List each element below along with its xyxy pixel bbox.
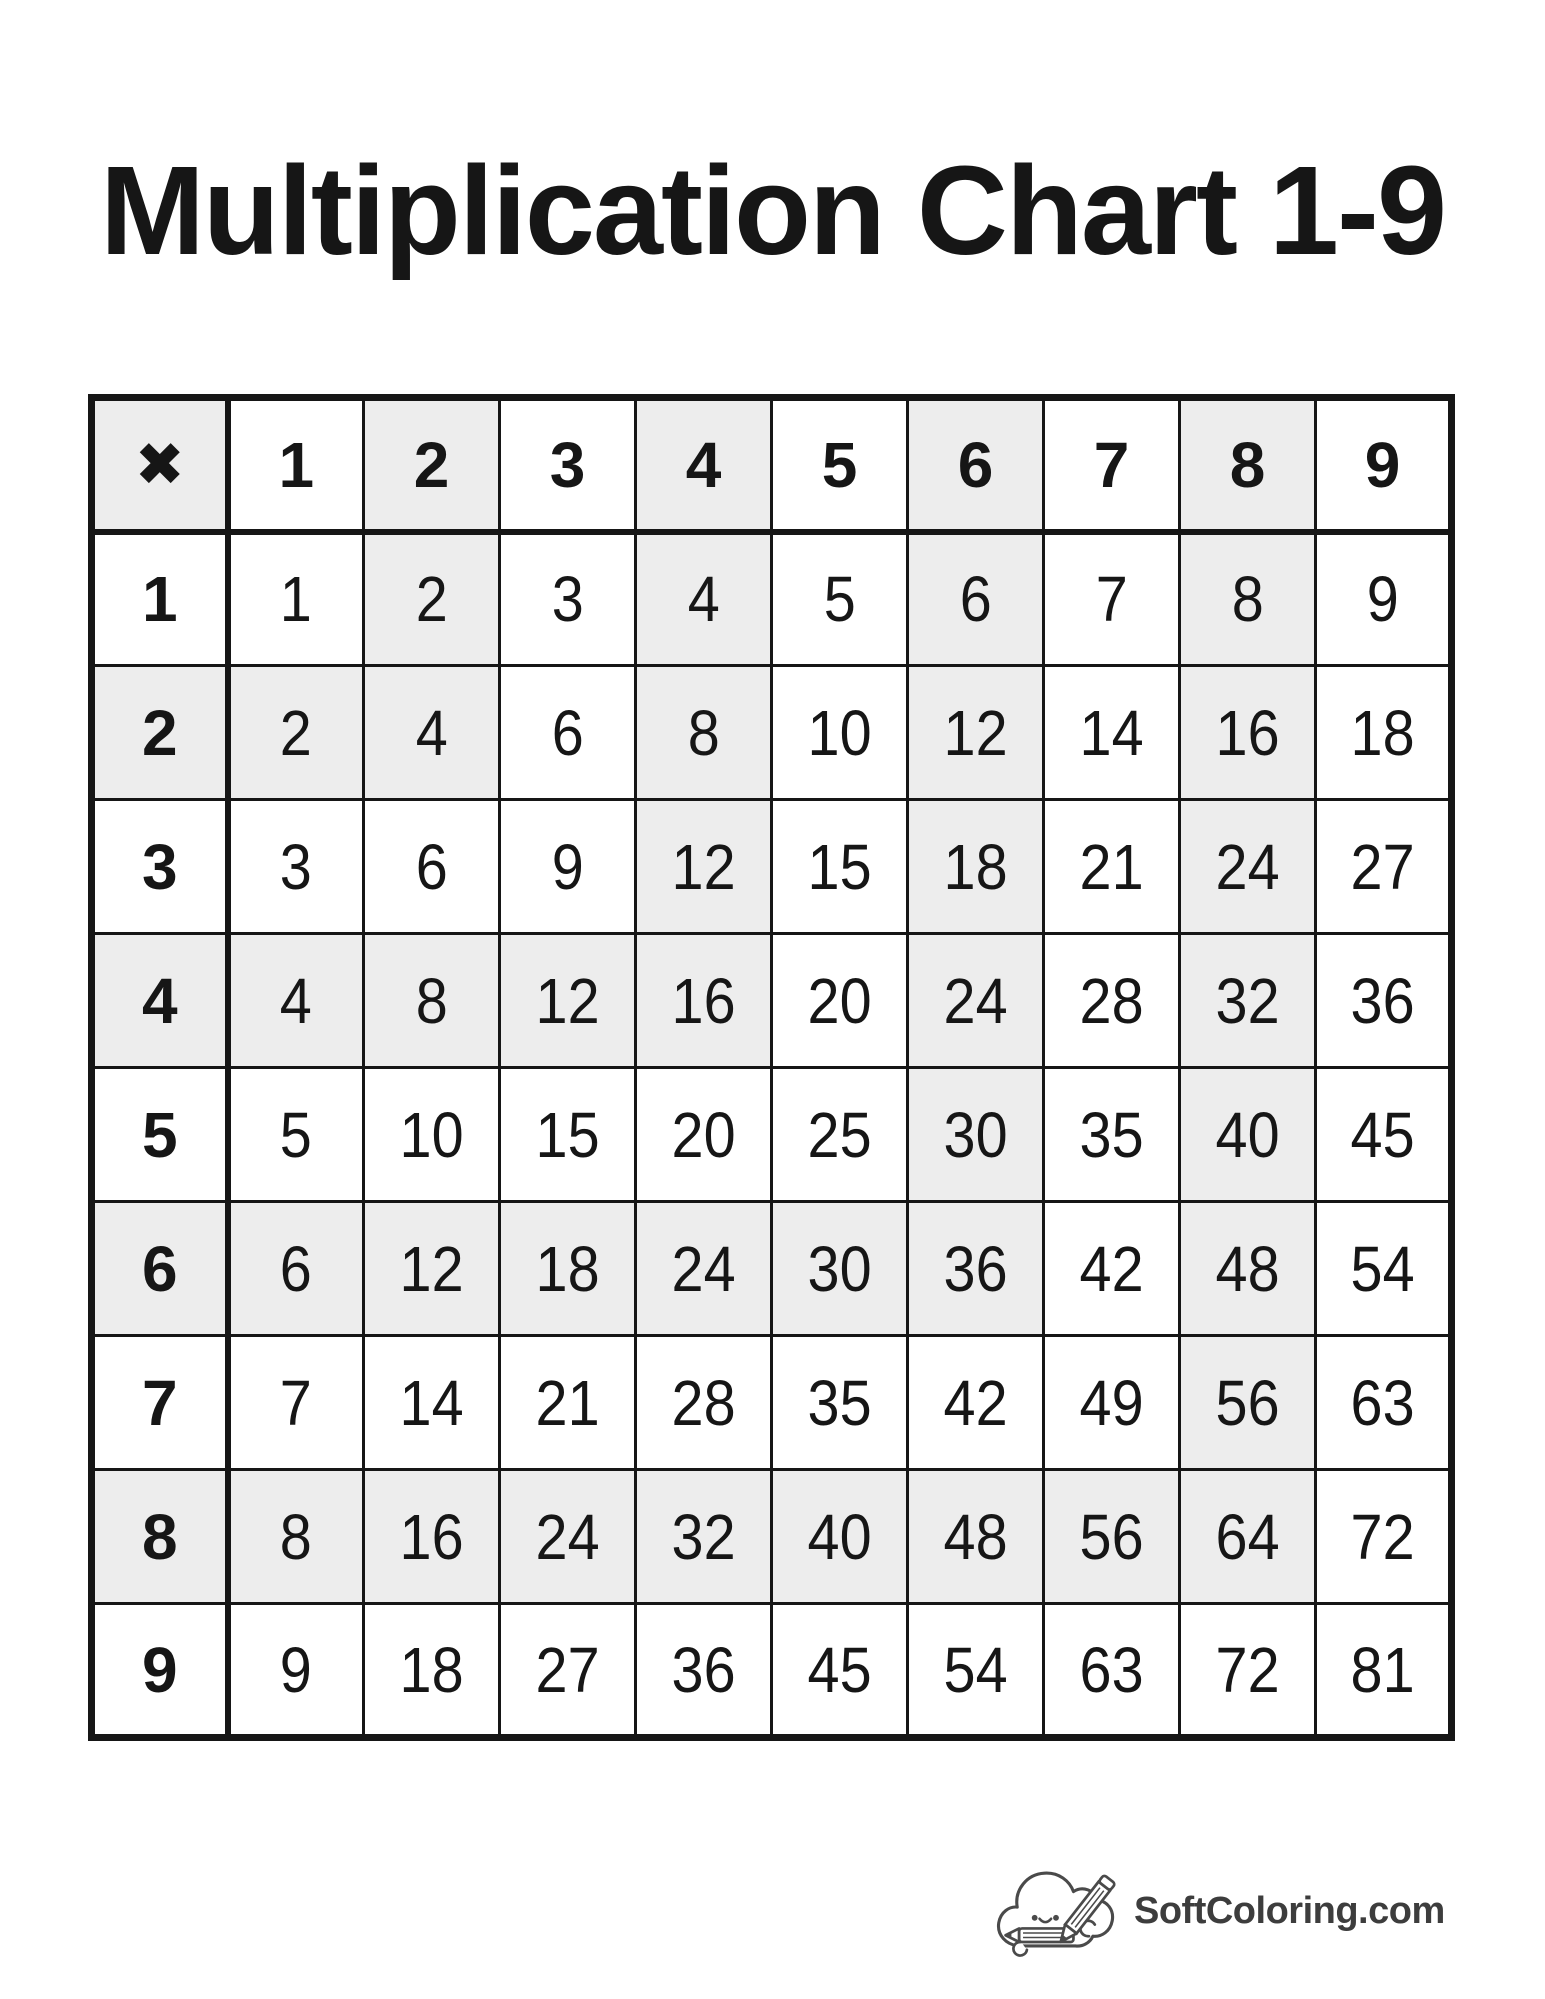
row-header-5 xyxy=(92,1068,228,1202)
cell-9x2 xyxy=(364,1604,500,1738)
col-header-5 xyxy=(772,398,908,532)
cell-value: 48 xyxy=(943,1500,1008,1573)
cell-value: 10 xyxy=(399,1098,464,1171)
cell-value: 14 xyxy=(1079,696,1144,769)
cell-8x5 xyxy=(772,1470,908,1604)
cell-value: 9 xyxy=(1366,563,1399,636)
cell-5x4 xyxy=(636,1068,772,1202)
col-header-8 xyxy=(1180,398,1316,532)
cell-3x9 xyxy=(1316,800,1452,934)
cell-value: 35 xyxy=(1079,1098,1144,1171)
cell-2x7 xyxy=(1044,666,1180,800)
cell-6x7 xyxy=(1044,1202,1180,1336)
cell-value: 24 xyxy=(671,1232,736,1305)
cell-value: 27 xyxy=(1350,830,1415,903)
cell-9x9 xyxy=(1316,1604,1452,1738)
cell-5x2 xyxy=(364,1068,500,1202)
cell-1x3 xyxy=(500,532,636,666)
cell-8x6 xyxy=(908,1470,1044,1604)
cell-3x5 xyxy=(772,800,908,934)
col-header-3 xyxy=(500,398,636,532)
cell-7x8 xyxy=(1180,1336,1316,1470)
cell-6x9 xyxy=(1316,1202,1452,1336)
cell-1x6 xyxy=(908,532,1044,666)
cell-9x8 xyxy=(1180,1604,1316,1738)
cell-value: 32 xyxy=(1215,964,1280,1037)
table-row xyxy=(92,1336,1452,1470)
cell-3x3 xyxy=(500,800,636,934)
cell-4x5 xyxy=(772,934,908,1068)
cell-value: 2 xyxy=(413,428,450,501)
cell-1x5 xyxy=(772,532,908,666)
cell-value: 36 xyxy=(943,1232,1008,1305)
cell-4x2 xyxy=(364,934,500,1068)
row-header-4 xyxy=(92,934,228,1068)
cell-value: 54 xyxy=(1350,1232,1415,1305)
cell-3x1 xyxy=(228,800,364,934)
cell-value: 8 xyxy=(1229,428,1266,501)
cell-2x1 xyxy=(228,666,364,800)
cell-value: 24 xyxy=(943,964,1008,1037)
cell-value: 4 xyxy=(141,964,178,1037)
table-row xyxy=(92,1470,1452,1604)
cell-8x4 xyxy=(636,1470,772,1604)
cell-value: 48 xyxy=(1215,1232,1280,1305)
cell-value: 2 xyxy=(280,696,313,769)
cell-value: 8 xyxy=(415,964,448,1037)
cell-value: 8 xyxy=(1231,563,1264,636)
cell-value: 15 xyxy=(807,830,872,903)
cell-3x2 xyxy=(364,800,500,934)
table-row xyxy=(92,1604,1452,1738)
cell-value: 9 xyxy=(551,830,584,903)
cell-5x3 xyxy=(500,1068,636,1202)
cell-value: 18 xyxy=(535,1232,600,1305)
header-row xyxy=(92,398,1452,532)
page-title: Multiplication Chart 1-9 xyxy=(99,140,1446,281)
cell-3x4 xyxy=(636,800,772,934)
cell-4x6 xyxy=(908,934,1044,1068)
cell-value: 9 xyxy=(1364,428,1401,501)
cell-value: 8 xyxy=(280,1500,313,1573)
cell-value: 6 xyxy=(959,563,992,636)
cell-1x1 xyxy=(228,532,364,666)
brand-name: SoftColoring.com xyxy=(1134,1889,1445,1932)
cell-value: 24 xyxy=(1215,830,1280,903)
cell-6x6 xyxy=(908,1202,1044,1336)
cell-value: 30 xyxy=(807,1232,872,1305)
row-header-7 xyxy=(92,1336,228,1470)
cell-value: 9 xyxy=(141,1633,178,1706)
cell-value: 3 xyxy=(551,563,584,636)
cell-1x8 xyxy=(1180,532,1316,666)
cell-value: 24 xyxy=(535,1500,600,1573)
cell-value: 4 xyxy=(415,696,448,769)
cell-value: 2 xyxy=(415,563,448,636)
cell-3x6 xyxy=(908,800,1044,934)
cell-value: 32 xyxy=(671,1500,736,1573)
cell-value: 40 xyxy=(1215,1098,1280,1171)
cell-value: 1 xyxy=(141,563,178,636)
table-row xyxy=(92,1202,1452,1336)
cell-value: 21 xyxy=(1079,830,1144,903)
col-header-1 xyxy=(228,398,364,532)
cell-value: 54 xyxy=(943,1633,1008,1706)
cell-8x8 xyxy=(1180,1470,1316,1604)
cell-value: 5 xyxy=(823,563,856,636)
cell-value: 16 xyxy=(1215,696,1280,769)
col-header-4 xyxy=(636,398,772,532)
cell-value: 63 xyxy=(1079,1633,1144,1706)
cell-value: 49 xyxy=(1079,1366,1144,1439)
cell-value: 6 xyxy=(141,1232,178,1305)
cell-2x6 xyxy=(908,666,1044,800)
cell-value: 35 xyxy=(807,1366,872,1439)
cell-3x7 xyxy=(1044,800,1180,934)
cell-value: 3 xyxy=(141,830,178,903)
cell-1x7 xyxy=(1044,532,1180,666)
cell-value: 12 xyxy=(943,696,1008,769)
cell-value: 4 xyxy=(687,563,720,636)
cell-value: 8 xyxy=(687,696,720,769)
cell-value: 7 xyxy=(1095,563,1128,636)
cell-2x5 xyxy=(772,666,908,800)
cell-7x6 xyxy=(908,1336,1044,1470)
cell-value: 45 xyxy=(1350,1098,1415,1171)
cell-value: 9 xyxy=(280,1633,313,1706)
cell-9x4 xyxy=(636,1604,772,1738)
cell-1x2 xyxy=(364,532,500,666)
cell-value: 8 xyxy=(141,1500,178,1573)
cell-value: 6 xyxy=(551,696,584,769)
cell-4x1 xyxy=(228,934,364,1068)
cell-value: 30 xyxy=(943,1098,1008,1171)
cell-4x9 xyxy=(1316,934,1452,1068)
cell-value: 18 xyxy=(1350,696,1415,769)
table-row xyxy=(92,800,1452,934)
cell-value: 36 xyxy=(1350,964,1415,1037)
cell-7x7 xyxy=(1044,1336,1180,1470)
cell-value: 4 xyxy=(685,428,722,501)
col-header-6 xyxy=(908,398,1044,532)
cell-value: 3 xyxy=(280,830,313,903)
cell-value: 72 xyxy=(1215,1633,1280,1706)
multiplication-table xyxy=(88,394,1455,1741)
cell-7x1 xyxy=(228,1336,364,1470)
cell-value: 72 xyxy=(1350,1500,1415,1573)
cell-value: 56 xyxy=(1215,1366,1280,1439)
cell-4x8 xyxy=(1180,934,1316,1068)
cell-5x5 xyxy=(772,1068,908,1202)
table-row xyxy=(92,1068,1452,1202)
cell-2x2 xyxy=(364,666,500,800)
cell-5x9 xyxy=(1316,1068,1452,1202)
cloud-pencil-icon xyxy=(992,1856,1120,1966)
cell-value: 18 xyxy=(399,1633,464,1706)
row-header-3 xyxy=(92,800,228,934)
cell-value: 42 xyxy=(1079,1232,1144,1305)
cell-value: 12 xyxy=(535,964,600,1037)
cell-7x9 xyxy=(1316,1336,1452,1470)
row-header-2 xyxy=(92,666,228,800)
cell-7x5 xyxy=(772,1336,908,1470)
cell-2x9 xyxy=(1316,666,1452,800)
cell-5x6 xyxy=(908,1068,1044,1202)
cell-value: 7 xyxy=(141,1366,178,1439)
cell-1x4 xyxy=(636,532,772,666)
cell-value: 27 xyxy=(535,1633,600,1706)
cell-value: 28 xyxy=(671,1366,736,1439)
cell-9x7 xyxy=(1044,1604,1180,1738)
cell-value: 16 xyxy=(671,964,736,1037)
cell-value: 21 xyxy=(535,1366,600,1439)
cell-value: 56 xyxy=(1079,1500,1144,1573)
cell-6x1 xyxy=(228,1202,364,1336)
cell-value: 7 xyxy=(1093,428,1130,501)
cell-value: 5 xyxy=(280,1098,313,1171)
cell-value: 28 xyxy=(1079,964,1144,1037)
cell-7x2 xyxy=(364,1336,500,1470)
cell-value: 5 xyxy=(821,428,858,501)
cell-value: 1 xyxy=(280,563,313,636)
cell-9x1 xyxy=(228,1604,364,1738)
cell-value: ✖ xyxy=(134,429,185,500)
cell-8x9 xyxy=(1316,1470,1452,1604)
cell-value: 42 xyxy=(943,1366,1008,1439)
cell-value: 64 xyxy=(1215,1500,1280,1573)
cell-6x4 xyxy=(636,1202,772,1336)
cell-2x3 xyxy=(500,666,636,800)
cell-value: 6 xyxy=(415,830,448,903)
col-header-7 xyxy=(1044,398,1180,532)
cell-value: 15 xyxy=(535,1098,600,1171)
cell-value: 45 xyxy=(807,1633,872,1706)
table-row xyxy=(92,666,1452,800)
cell-value: 6 xyxy=(280,1232,313,1305)
cell-9x5 xyxy=(772,1604,908,1738)
cell-value: 7 xyxy=(280,1366,313,1439)
cell-value: 3 xyxy=(549,428,586,501)
cell-value: 36 xyxy=(671,1633,736,1706)
cell-value: 2 xyxy=(141,696,178,769)
cell-2x4 xyxy=(636,666,772,800)
cell-6x5 xyxy=(772,1202,908,1336)
cell-4x7 xyxy=(1044,934,1180,1068)
cell-8x3 xyxy=(500,1470,636,1604)
cell-9x6 xyxy=(908,1604,1044,1738)
col-header-2 xyxy=(364,398,500,532)
cell-5x7 xyxy=(1044,1068,1180,1202)
brand-footer xyxy=(992,1856,1445,1966)
cell-value: 10 xyxy=(807,696,872,769)
cell-value: 5 xyxy=(141,1098,178,1171)
cell-1x9 xyxy=(1316,532,1452,666)
cell-5x8 xyxy=(1180,1068,1316,1202)
cell-value: 20 xyxy=(671,1098,736,1171)
cell-value: 25 xyxy=(807,1098,872,1171)
cell-8x1 xyxy=(228,1470,364,1604)
multiplication-table-body xyxy=(92,398,1452,1738)
cell-value: 4 xyxy=(280,964,313,1037)
cell-6x2 xyxy=(364,1202,500,1336)
cell-7x4 xyxy=(636,1336,772,1470)
cell-3x8 xyxy=(1180,800,1316,934)
row-header-8 xyxy=(92,1470,228,1604)
cell-value: 1 xyxy=(278,428,315,501)
cell-2x8 xyxy=(1180,666,1316,800)
cell-4x4 xyxy=(636,934,772,1068)
cell-value: 14 xyxy=(399,1366,464,1439)
corner-multiply-cell xyxy=(92,398,228,532)
cell-value: 81 xyxy=(1350,1633,1415,1706)
cell-6x8 xyxy=(1180,1202,1316,1336)
cell-9x3 xyxy=(500,1604,636,1738)
cell-7x3 xyxy=(500,1336,636,1470)
cell-value: 18 xyxy=(943,830,1008,903)
row-header-1 xyxy=(92,532,228,666)
cell-value: 40 xyxy=(807,1500,872,1573)
row-header-9 xyxy=(92,1604,228,1738)
cell-8x7 xyxy=(1044,1470,1180,1604)
cell-value: 20 xyxy=(807,964,872,1037)
cell-6x3 xyxy=(500,1202,636,1336)
cell-value: 6 xyxy=(957,428,994,501)
col-header-9 xyxy=(1316,398,1452,532)
row-header-6 xyxy=(92,1202,228,1336)
cell-value: 12 xyxy=(671,830,736,903)
table-row xyxy=(92,934,1452,1068)
cell-4x3 xyxy=(500,934,636,1068)
cell-8x2 xyxy=(364,1470,500,1604)
table-row xyxy=(92,532,1452,666)
cell-value: 16 xyxy=(399,1500,464,1573)
cell-value: 12 xyxy=(399,1232,464,1305)
cell-value: 63 xyxy=(1350,1366,1415,1439)
cell-5x1 xyxy=(228,1068,364,1202)
